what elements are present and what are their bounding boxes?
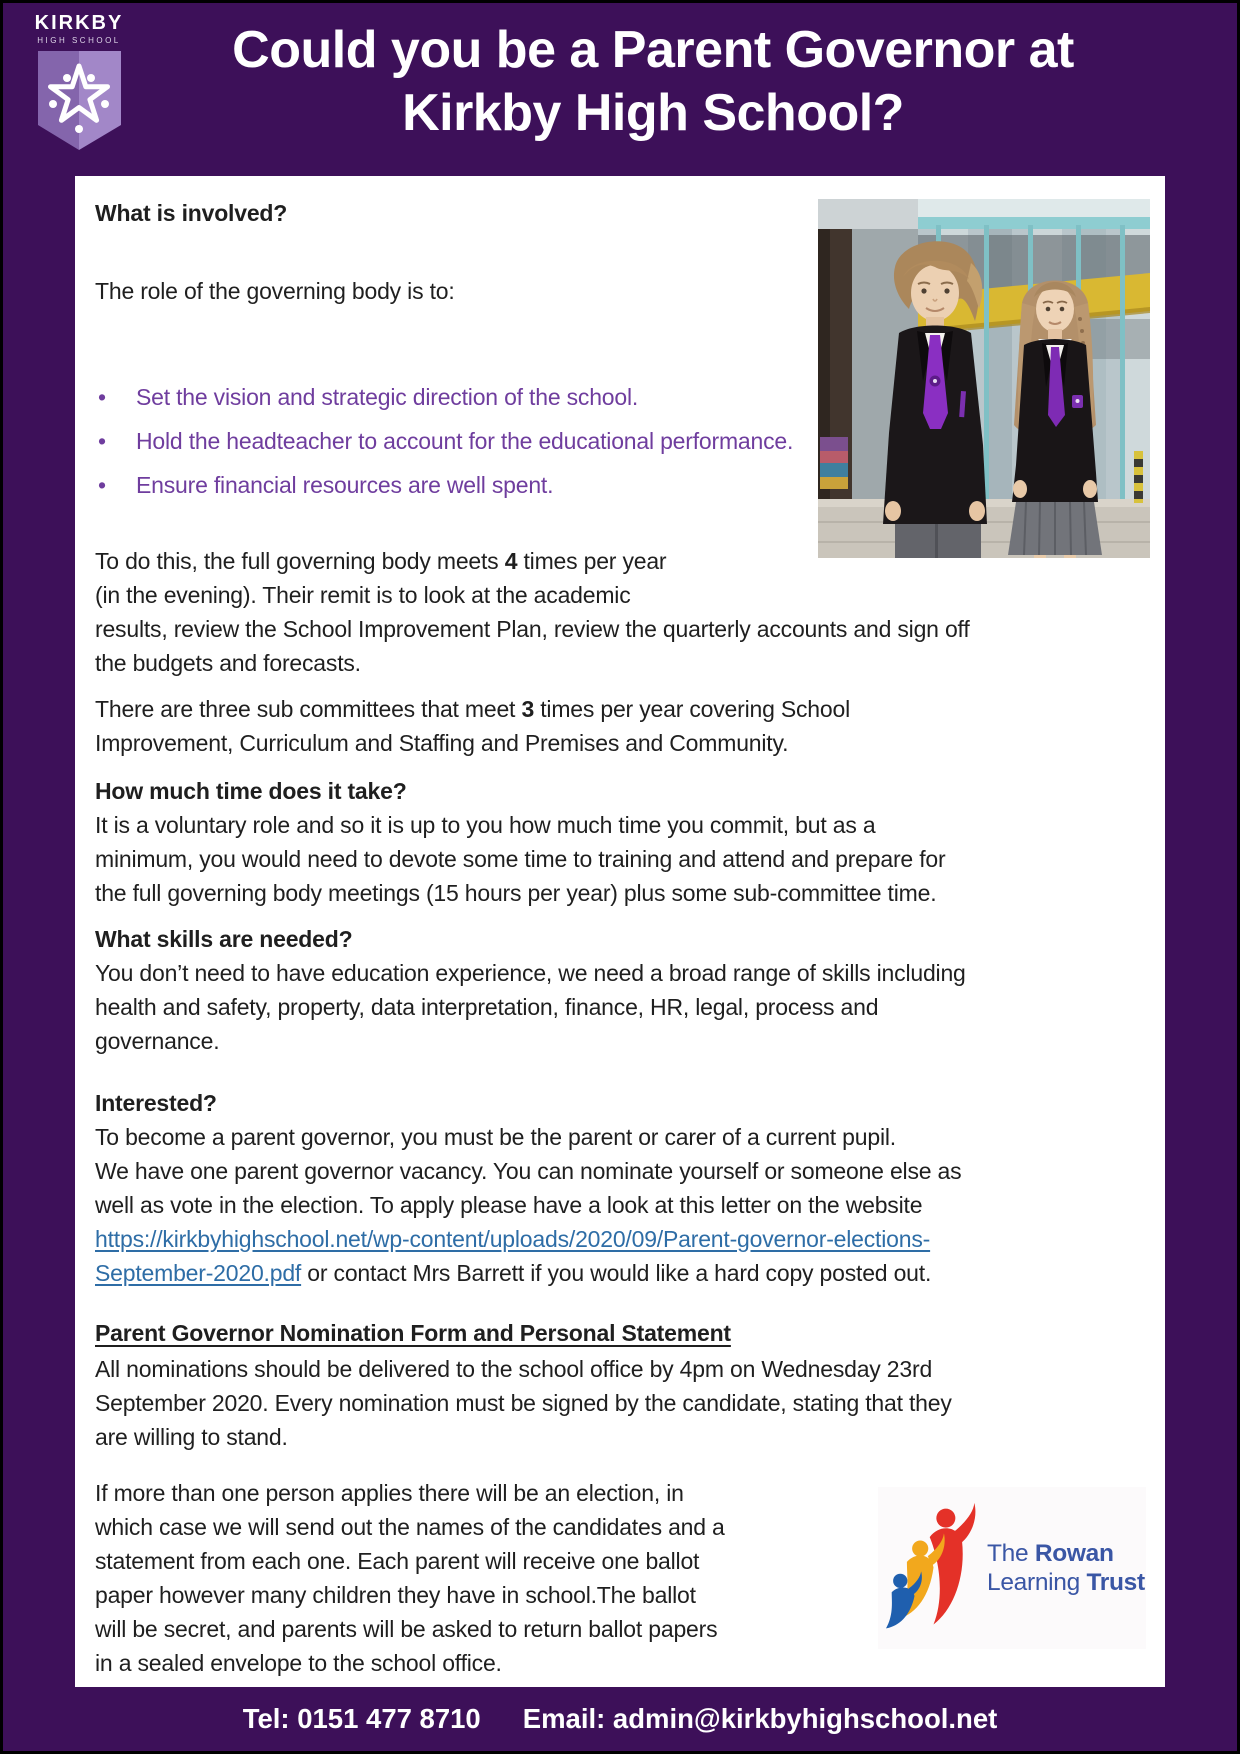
text-run: or contact Mrs Barrett if you would like a hard copy posted out. (301, 1260, 932, 1286)
text-run: the full governing body meetings (15 hours per year) plus some sub-committee time. (95, 880, 937, 906)
text-run: governance. (95, 1028, 220, 1054)
content-sheet (75, 176, 1165, 1687)
footer-contact-bar (3, 1687, 1237, 1751)
page-title-line2: Kirkby High School? (402, 84, 904, 142)
text-run: minimum, you would need to devote some time to training and attend and prepare for (95, 846, 946, 872)
text-run: which case we will send out the names of the candidates and a (95, 1514, 725, 1540)
school-crest-icon (36, 49, 123, 151)
paragraph-interested (95, 1120, 1145, 1290)
text-run: If more than one person applies there will be an election, in (95, 1480, 684, 1506)
text-run: results, review the School Improvement Plan, review the quarterly accounts and sign off (95, 616, 970, 642)
school-logo-subname: HIGH SCHOOL (37, 36, 121, 45)
bold-number: 4 (504, 548, 518, 574)
bullet-item: • Hold the headteacher to account for the educational performance. (95, 424, 795, 458)
text-run: times per year (517, 548, 667, 574)
section-heading-skills: What skills are needed? (95, 926, 353, 952)
text-run: are willing to stand. (95, 1424, 288, 1450)
header-banner (3, 3, 1237, 176)
bullet-item: • Ensure financial resources are well spent. (95, 468, 795, 502)
text-run: statement from each one. Each parent will receive one ballot (95, 1548, 700, 1574)
paragraph-meetings (95, 544, 1145, 680)
intro-line: The role of the governing body is to: (95, 278, 455, 304)
role-bullet-list (95, 380, 795, 502)
yellow-bollard (1134, 451, 1143, 503)
paragraph-nomination (95, 1352, 1145, 1454)
school-logo (28, 11, 130, 151)
rowan-logo-text (987, 1539, 1145, 1597)
text-run: health and safety, property, data interpretation, finance, HR, legal, process and (95, 994, 879, 1020)
website-link-line1[interactable]: https://kirkbyhighschool.net/wp-content/uploads/2020/09/Parent-governor-elections- (95, 1226, 931, 1252)
text-run: There are three sub committees that meet (95, 696, 522, 722)
paragraph-time (95, 808, 1145, 910)
rowan-figures-icon (886, 1498, 981, 1638)
school-logo-name: KIRKBY (34, 12, 124, 34)
page-title (153, 19, 1153, 145)
section-heading-interested: Interested? (95, 1090, 217, 1116)
text-run: Improvement, Curriculum and Staffing and Premises and Community. (95, 730, 789, 756)
text-run: To do this, the full governing body meets (95, 548, 505, 574)
website-link-line2[interactable]: September-2020.pdf (95, 1260, 302, 1286)
student-girl (1008, 281, 1102, 559)
text-run: All nominations should be delivered to the school office by 4pm on Wednesday 23rd (95, 1356, 933, 1382)
section-heading-time: How much time does it take? (95, 778, 407, 804)
rowan-learning-trust-logo (878, 1487, 1146, 1649)
students-photo (818, 199, 1150, 558)
text-run: well as vote in the election. To apply please have a look at this letter on the website (95, 1192, 923, 1218)
text-run: times per year covering School (534, 696, 850, 722)
bullet-item: • Set the vision and strategic direction of the school. (95, 380, 795, 414)
text-run: We have one parent governor vacancy. You can nominate yourself or someone else as (95, 1158, 962, 1184)
text-run: You don’t need to have education experience, we need a broad range of skills including (95, 960, 966, 986)
page-title-line1: Could you be a Parent Governor at (232, 21, 1074, 79)
footer-email: Email: admin@kirkbyhighschool.net (522, 1703, 998, 1734)
text-run: It is a voluntary role and so it is up to you how much time you commit, but as a (95, 812, 876, 838)
text-run: (in the evening). Their remit is to look at the academic (95, 582, 631, 608)
text-run: To become a parent governor, you must be the parent or carer of a current pupil. (95, 1124, 896, 1150)
text-run: September 2020. Every nomination must be signed by the candidate, stating that they (95, 1390, 952, 1416)
section-heading-nomination: Parent Governor Nomination Form and Personal Statement (95, 1320, 731, 1346)
text-run: Trust (1086, 1569, 1145, 1596)
text-run: the budgets and forecasts. (95, 650, 361, 676)
text-run: Learning (987, 1569, 1087, 1596)
text-run: The (987, 1540, 1035, 1567)
bold-number: 3 (521, 696, 535, 722)
paragraph-election (95, 1476, 815, 1680)
paragraph-committees (95, 692, 1145, 760)
text-run: in a sealed envelope to the school office. (95, 1650, 502, 1676)
footer-telephone: Tel: 0151 477 8710 (242, 1703, 481, 1734)
text-run: paper however many children they have in school.The ballot (95, 1582, 696, 1608)
text-run: will be secret, and parents will be asked to return ballot papers (95, 1616, 718, 1642)
section-heading-what-is-involved: What is involved? (95, 200, 288, 226)
text-run: Rowan (1034, 1540, 1114, 1567)
paragraph-skills (95, 956, 1145, 1058)
